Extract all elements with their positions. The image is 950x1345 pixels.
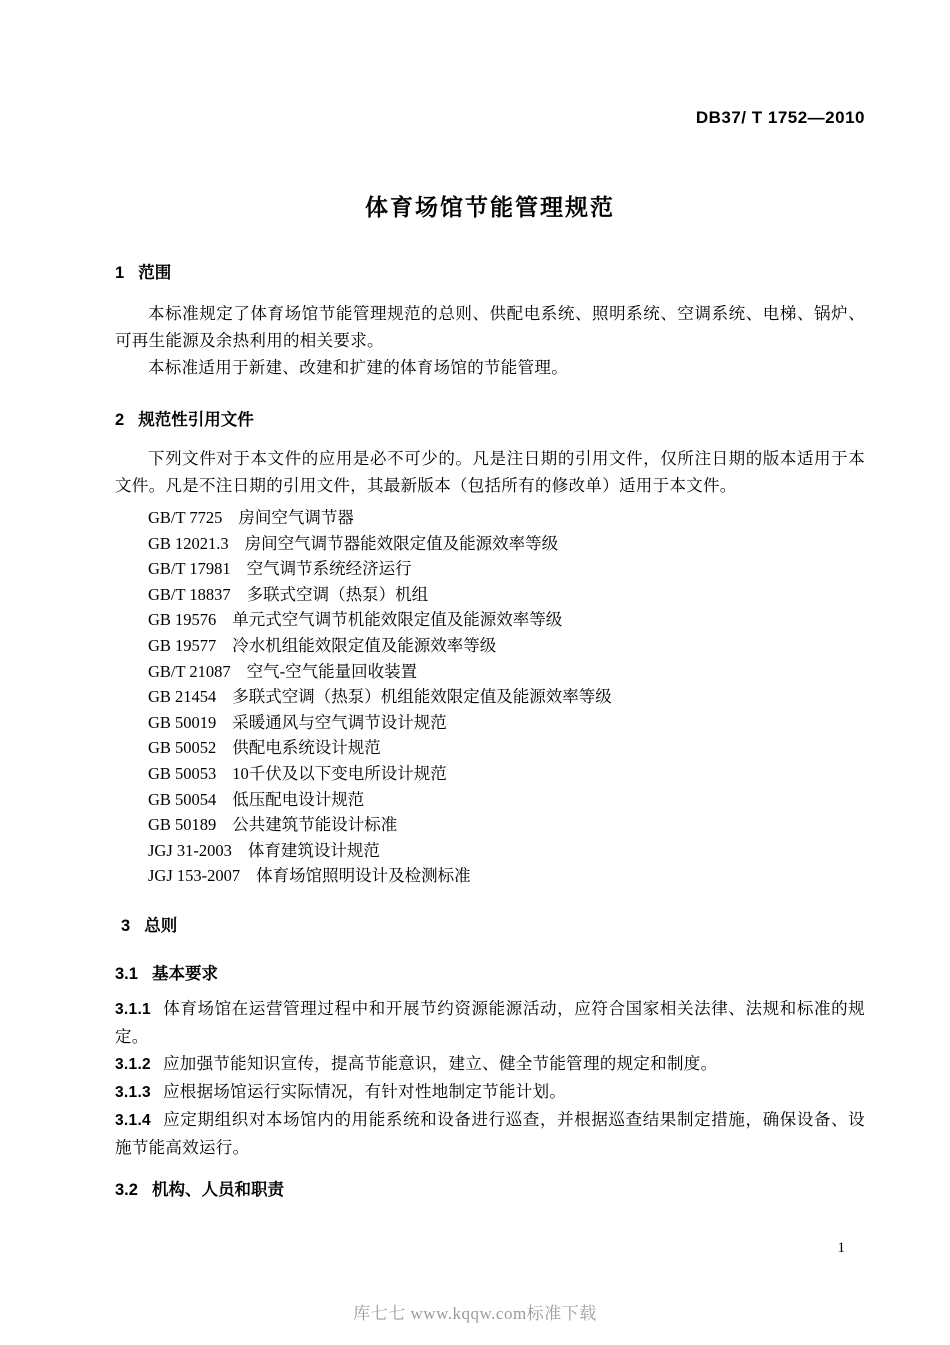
reference-name: 多联式空调（热泵）机组能效限定值及能源效率等级 xyxy=(232,687,612,707)
section-1-number: 1 xyxy=(115,264,125,282)
clause-number: 3.1.2 xyxy=(115,1055,151,1073)
document-title: 体育场馆节能管理规范 xyxy=(365,194,615,220)
reference-item xyxy=(115,812,865,838)
clause xyxy=(115,1050,865,1078)
clause-text: 应定期组织对本场馆内的用能系统和设备进行巡查，并根据巡查结果制定措施，确保设备、设施节能高效运行。 xyxy=(115,1109,865,1157)
reference-item xyxy=(115,659,865,685)
reference-name: 供配电系统设计规范 xyxy=(232,738,381,758)
reference-name: 多联式空调（热泵）机组 xyxy=(246,584,429,604)
section-2-heading xyxy=(115,409,865,431)
reference-item xyxy=(115,607,865,633)
reference-item xyxy=(115,761,865,787)
reference-code: GB 50053 xyxy=(148,763,217,783)
reference-item xyxy=(115,633,865,659)
reference-name: 冷水机组能效限定值及能源效率等级 xyxy=(232,635,497,655)
section-3-2-heading xyxy=(115,1179,865,1201)
reference-code: GB/T 17981 xyxy=(148,559,231,579)
reference-code: GB 50189 xyxy=(148,815,217,835)
reference-item xyxy=(115,531,865,557)
reference-code: JGJ 31-2003 xyxy=(148,840,232,860)
reference-name: 10千伏及以下变电所设计规范 xyxy=(232,763,447,783)
reference-name: 房间空气调节器 xyxy=(238,508,354,527)
section-1-heading xyxy=(115,262,865,284)
reference-item xyxy=(115,582,865,608)
reference-name: 体育场馆照明设计及检测标准 xyxy=(256,866,471,886)
reference-code: GB/T 7725 xyxy=(148,508,223,527)
section-2-label: 规范性引用文件 xyxy=(138,411,254,429)
reference-code: JGJ 153-2007 xyxy=(148,866,241,886)
clause xyxy=(115,995,865,1050)
section-3-label: 总则 xyxy=(144,916,178,935)
reference-item xyxy=(115,735,865,761)
clause-text: 体育场馆在运营管理过程中和开展节约资源能源活动，应符合国家相关法律、法规和标准的规定。 xyxy=(115,998,865,1046)
page-number: 1 xyxy=(837,1240,845,1256)
section-1-para-2: 本标准适用于新建、改建和扩建的体育场馆的节能管理。 xyxy=(148,358,568,377)
watermark-download-note: 库七七 www.kqqw.com标准下载 xyxy=(353,1304,597,1323)
reference-name: 低压配电设计规范 xyxy=(232,789,365,809)
section-2-intro: 下列文件对于本文件的应用是必不可少的。凡是注日期的引用文件，仅所注日期的版本适用于本文件。凡是不注日期的引用文件，其最新版本（包括所有的修改单）适用于本文件。 xyxy=(115,449,865,495)
reference-code: GB/T 21087 xyxy=(148,661,231,681)
section-3-1-heading xyxy=(115,963,865,985)
reference-item xyxy=(115,838,865,864)
section-3-number: 3 xyxy=(121,916,131,935)
reference-name: 房间空气调节器能效限定值及能源效率等级 xyxy=(244,533,559,553)
clause xyxy=(115,1078,865,1106)
section-2-number: 2 xyxy=(115,411,125,429)
section-3-heading xyxy=(115,915,865,937)
reference-code: GB 19576 xyxy=(148,610,217,630)
clause-text: 应加强节能知识宣传，提高节能意识，建立、健全节能管理的规定和制度。 xyxy=(162,1053,718,1073)
reference-code: GB 12021.3 xyxy=(148,533,229,553)
section-3-2-number: 3.2 xyxy=(115,1180,138,1199)
clause-text: 应根据场馆运行实际情况，有针对性地制定节能计划。 xyxy=(162,1081,567,1101)
reference-code: GB 19577 xyxy=(148,635,217,655)
reference-code: GB 50052 xyxy=(148,738,217,758)
section-3-1-label: 基本要求 xyxy=(151,964,218,983)
clause-number: 3.1.1 xyxy=(115,1000,151,1018)
reference-item xyxy=(115,787,865,813)
reference-list xyxy=(115,505,865,889)
reference-item xyxy=(115,684,865,710)
section-1-para-1: 本标准规定了体育场馆节能管理规范的总则、供配电系统、照明系统、空调系统、电梯、锅炉、可再生能源及余热利用的相关要求。 xyxy=(115,304,865,350)
section-3-1-number: 3.1 xyxy=(115,964,138,983)
reference-code: GB 50054 xyxy=(148,789,217,809)
reference-item xyxy=(115,505,865,531)
reference-code: GB 21454 xyxy=(148,687,217,707)
section-1-label: 范围 xyxy=(138,264,172,282)
clause xyxy=(115,1106,865,1161)
reference-name: 单元式空气调节机能效限定值及能源效率等级 xyxy=(232,610,563,630)
doc-number: DB37/ T 1752—2010 xyxy=(695,108,865,127)
reference-name: 采暖通风与空气调节设计规范 xyxy=(232,712,447,732)
reference-name: 空气调节系统经济运行 xyxy=(246,559,412,579)
reference-item xyxy=(115,710,865,736)
reference-name: 公共建筑节能设计标准 xyxy=(232,815,398,835)
reference-code: GB/T 18837 xyxy=(148,584,231,604)
reference-item xyxy=(115,556,865,582)
reference-item xyxy=(115,863,865,889)
reference-name: 空气-空气能量回收装置 xyxy=(246,661,418,681)
reference-name: 体育建筑设计规范 xyxy=(247,840,380,860)
clause-number: 3.1.3 xyxy=(115,1083,151,1101)
reference-code: GB 50019 xyxy=(148,712,217,732)
section-3-2-label: 机构、人员和职责 xyxy=(151,1180,284,1199)
clause-number: 3.1.4 xyxy=(115,1111,151,1129)
